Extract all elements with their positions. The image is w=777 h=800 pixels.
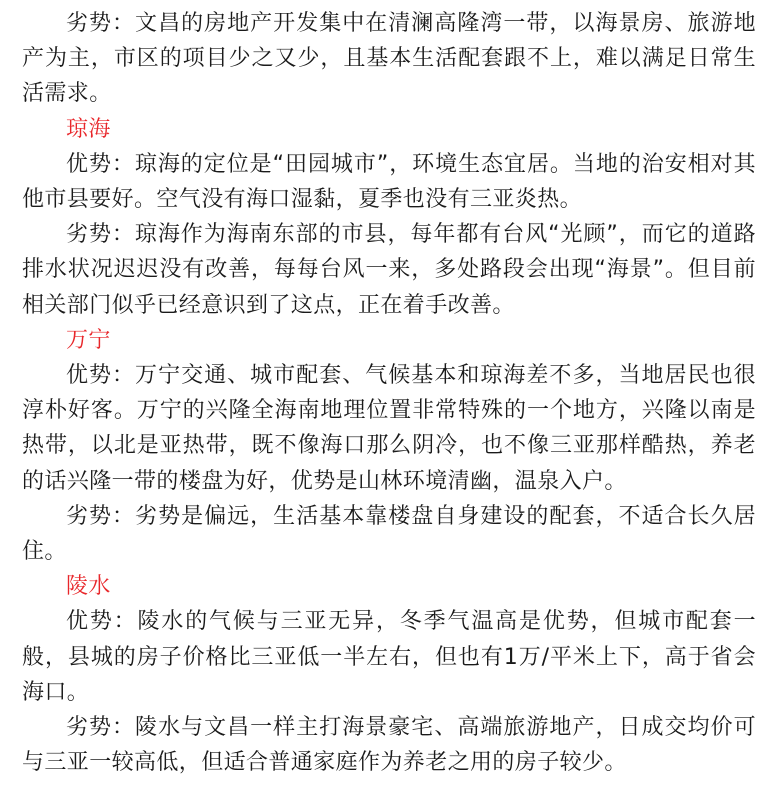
wenchang-disadvantage-paragraph: 劣势：文昌的房地产开发集中在清澜高隆湾一带，以海景房、旅游地产为主，市区的项目少之又少，且基本生活配套跟不上，难以满足日常生活需求。: [22, 11, 756, 107]
qionghai-advantage-paragraph: 优势：琼海的定位是“田园城市”，环境生态宜居。当地的治安相对其他市县要好。空气没有海口湿黏，夏季也没有三亚炎热。: [22, 151, 756, 213]
wanning-disadvantage-paragraph: 劣势：劣势是偏远，生活基本靠楼盘自身建设的配套，不适合长久居住。: [22, 503, 756, 565]
section-heading-wanning: 万宁: [66, 327, 111, 353]
qionghai-disadvantage-paragraph: 劣势：琼海作为海南东部的市县，每年都有台风“光顾”，而它的道路排水状况迟迟没有改善，每每台风一来，多处路段会出现“海景”。但目前相关部门似乎已经意识到了这点，正在着手改善。: [22, 222, 756, 318]
lingshui-advantage-paragraph: 优势：陵水的气候与三亚无异，冬季气温高是优势，但城市配套一般，县城的房子价格比三亚低一半左右，但也有1万/平米上下，高于省会海口。: [22, 609, 756, 705]
lingshui-disadvantage-paragraph: 劣势：陵水与文昌一样主打海景豪宅、高端旅游地产，日成交均价可与三亚一较高低，但适合普通家庭作为养老之用的房子较少。: [22, 715, 756, 776]
article-body: [22, 6, 756, 780]
wanning-advantage-paragraph: 优势：万宁交通、城市配套、气候基本和琼海差不多，当地居民也很淳朴好客。万宁的兴隆全海南地理位置非常特殊的一个地方，兴隆以南是热带，以北是亚热带，既不像海口那么阴冷，也不像三亚那样酷热，养老的话兴隆一带的楼盘为好，优势是山林环境清幽，温泉入户。: [22, 363, 756, 494]
section-heading-lingshui: 陵水: [66, 574, 111, 600]
section-heading-qionghai: 琼海: [66, 116, 111, 142]
